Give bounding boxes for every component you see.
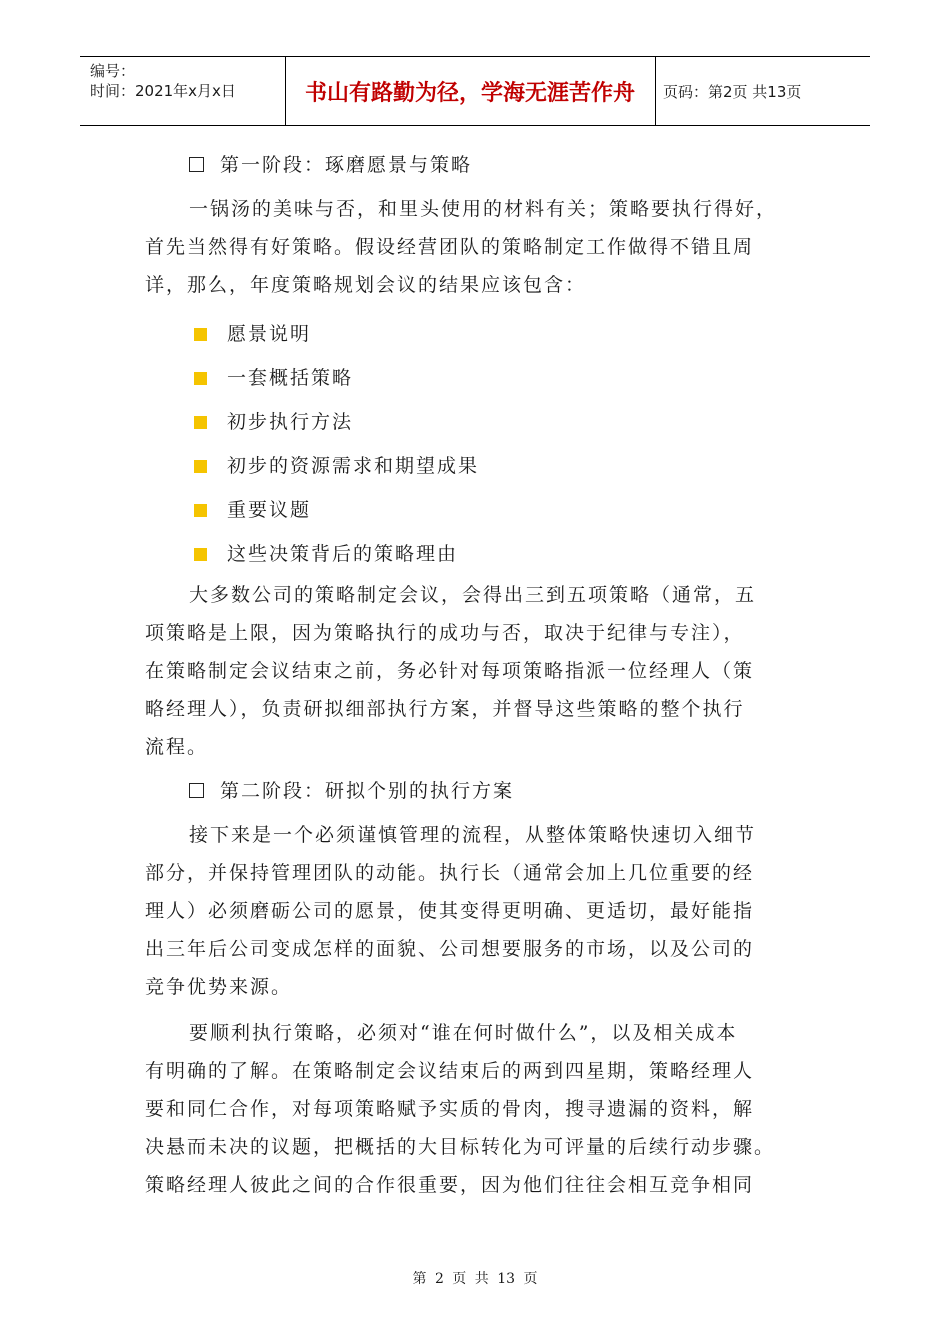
- paragraph-line: 理人）必须磨砺公司的愿景，使其变得更明确、更适切，最好能指: [145, 900, 755, 922]
- list-item: [145, 312, 805, 356]
- square-bullet-icon: [194, 460, 207, 473]
- list-item: [145, 488, 805, 532]
- list-item-text: 这些决策背后的策略理由: [227, 543, 459, 565]
- page-header: [80, 56, 870, 126]
- paragraph-line: 在策略制定会议结束之前，务必针对每项策略指派一位经理人（策: [145, 660, 755, 682]
- section-heading: [145, 146, 805, 184]
- paragraph-line: 竞争优势来源。: [145, 976, 293, 998]
- paragraph-line: 大多数公司的策略制定会议，会得出三到五项策略（通常，五: [189, 584, 757, 606]
- list-item-text: 愿景说明: [227, 323, 312, 345]
- list-item-text: 初步的资源需求和期望成果: [227, 455, 480, 477]
- paragraph-line: 详，那么，年度策略规划会议的结果应该包含：: [145, 274, 587, 296]
- document-body: [145, 140, 805, 1204]
- list-item-text: 初步执行方法: [227, 411, 354, 433]
- paragraph-line: 出三年后公司变成怎样的面貌、公司想要服务的市场，以及公司的: [145, 938, 755, 960]
- checkbox-icon: [189, 783, 204, 798]
- paragraph-line: 策略经理人彼此之间的合作很重要，因为他们往往会相互竞争相同: [145, 1174, 755, 1196]
- header-page-info: 页码：第2页 共13页: [663, 82, 802, 101]
- list-item: [145, 532, 805, 576]
- list-item: [145, 444, 805, 488]
- square-bullet-icon: [194, 548, 207, 561]
- paragraph-line: 决悬而未决的议题，把概括的大目标转化为可评量的后续行动步骤。: [145, 1136, 776, 1158]
- checkbox-icon: [189, 157, 204, 172]
- paragraph-line: 流程。: [145, 736, 209, 758]
- list-item-text: 一套概括策略: [227, 367, 354, 389]
- paragraph-line: 略经理人），负责研拟细部执行方案，并督导这些策略的整个执行: [145, 698, 745, 720]
- section-title: 第一阶段：琢磨愿景与策略: [220, 154, 473, 176]
- paragraph-line: 一锅汤的美味与否，和里头使用的材料有关；策略要执行得好，: [189, 198, 778, 220]
- paragraph-line: 部分，并保持管理团队的动能。执行长（通常会加上几位重要的经: [145, 862, 755, 884]
- page-footer: 第 2 页 共 13 页: [412, 1271, 538, 1287]
- list-item: [145, 356, 805, 400]
- section-heading: [145, 772, 805, 810]
- square-bullet-icon: [194, 328, 207, 341]
- list-item: [145, 400, 805, 444]
- doc-date: 时间：2021年x月x日: [90, 82, 236, 100]
- square-bullet-icon: [194, 372, 207, 385]
- paragraph-line: 项策略是上限，因为策略执行的成功与否，取决于纪律与专注），: [145, 622, 745, 644]
- paragraph-line: 有明确的了解。在策略制定会议结束后的两到四星期，策略经理人: [145, 1060, 755, 1082]
- paragraph-line: 首先当然得有好策略。假设经营团队的策略制定工作做得不错且周: [145, 236, 755, 258]
- header-divider: [655, 57, 656, 125]
- header-meta: [90, 61, 236, 101]
- square-bullet-icon: [194, 416, 207, 429]
- doc-number-label: 编号：: [90, 62, 136, 80]
- list-item-text: 重要议题: [227, 499, 312, 521]
- section-title: 第二阶段：研拟个别的执行方案: [220, 780, 515, 802]
- paragraph-line: 接下来是一个必须谨慎管理的流程，从整体策略快速切入细节: [189, 824, 757, 846]
- header-motto: 书山有路勤为径，学海无涯苦作舟: [304, 80, 635, 106]
- paragraph-line: 要顺利执行策略，必须对“谁在何时做什么”，以及相关成本: [189, 1022, 738, 1044]
- paragraph-line: 要和同仁合作，对每项策略赋予实质的骨肉，搜寻遗漏的资料，解: [145, 1098, 755, 1120]
- square-bullet-icon: [194, 504, 207, 517]
